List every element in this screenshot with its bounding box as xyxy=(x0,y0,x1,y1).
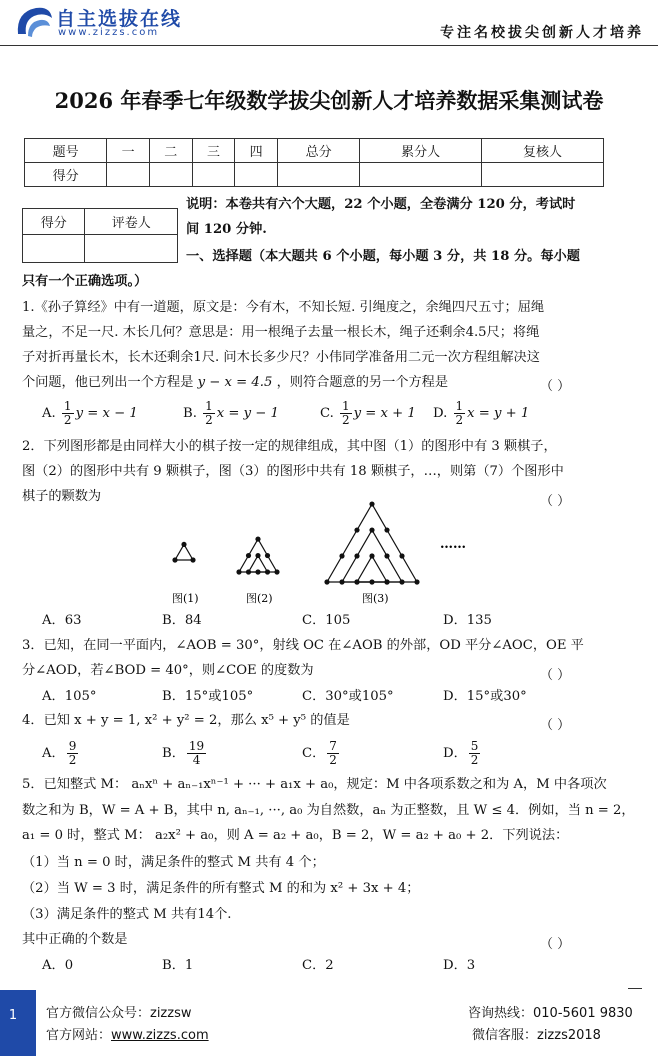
chess-piece-dot xyxy=(354,527,359,532)
figure-caption-3: 图(3) xyxy=(362,592,389,605)
fraction: $\frac{5}{2}$ xyxy=(470,739,479,767)
footer-service: 微信客服：zizzs2018 xyxy=(472,1028,601,1043)
q2-option-c[interactable]: C．105 xyxy=(302,613,351,628)
section1-heading: 一、选择题（本大题共 6 个小题，每小题 3 分，共 18 分。每小题 xyxy=(186,249,580,264)
fraction: $\frac{1}{2}$ xyxy=(342,399,350,427)
q5-line3: a₁ = 0 时，整式 M： a₂x² + a₀，则 A = a₂ + a₀，B = 2，W = a₂ + a₀ + 2．下列说法： xyxy=(22,828,569,843)
q3-option-d[interactable]: D．15°或30° xyxy=(443,689,527,704)
score-row-label: 得分 xyxy=(25,163,107,187)
page-number: 1 xyxy=(8,1008,18,1023)
fraction: $\frac{1}{2}$ xyxy=(455,399,464,427)
footer-wechat: 官方微信公众号：zizzsw xyxy=(46,1006,192,1021)
score-cell[interactable] xyxy=(192,163,235,187)
score-table-header: 一 xyxy=(107,139,150,163)
score-cell[interactable] xyxy=(360,163,482,187)
triangle-outline xyxy=(327,504,417,582)
brand-logo-icon xyxy=(14,4,54,40)
q4-line1: 4．已知 x + y = 1, x² + y² = 2，那么 x⁵ + y⁵ 的值是 xyxy=(22,713,350,728)
q1-line4 xyxy=(22,370,448,396)
fraction: $\frac{1}{2}$ xyxy=(205,399,213,427)
grader-table xyxy=(22,208,178,263)
fraction: $\frac{19}{4}$ xyxy=(188,739,205,767)
score-table-header: 四 xyxy=(235,139,278,163)
grader-table-grader-header: 评卷人 xyxy=(85,209,178,235)
q4-answer-blank[interactable]: （ ） xyxy=(540,718,571,733)
chess-piece-dot xyxy=(255,569,260,574)
q4-option-a[interactable]: A． $\frac{9}{2}$ xyxy=(42,739,77,767)
score-table-header: 二 xyxy=(149,139,192,163)
option-equation: y = x − 1 xyxy=(75,406,138,421)
q1-line4-text-b: ，则符合题意的另一个方程是 xyxy=(276,375,449,390)
q1-option-b[interactable] xyxy=(183,400,279,427)
figure-caption-2: 图(2) xyxy=(246,592,273,605)
q1-line3: 子对折再量长木，长木还剩余1尺. 问木长多少尺？小伟同学准备用二元一次方程组解决这 xyxy=(22,350,540,365)
triangle-outline xyxy=(357,556,387,582)
score-table xyxy=(24,138,604,187)
option-label: D. xyxy=(433,406,448,421)
option-equation: y = x + 1 xyxy=(353,406,416,421)
chess-piece-dot xyxy=(246,553,251,558)
score-table-header: 题号 xyxy=(25,139,107,163)
q3-option-b[interactable]: B．15°或105° xyxy=(162,689,254,704)
q3-line2: 分∠AOD，若∠BOD = 40°，则∠COE 的度数为 xyxy=(22,663,314,678)
q2-line2: 图（2）的图形中共有 9 颗棋子，图（3）的图形中共有 18 颗棋子，…，则第（7）个图形中 xyxy=(22,464,564,479)
fraction: $\frac{1}{2}$ xyxy=(63,399,72,427)
score-cell[interactable] xyxy=(149,163,192,187)
q5-option-c[interactable]: C．2 xyxy=(302,958,334,973)
q5-question: 其中正确的个数是 xyxy=(22,932,128,947)
q1-line2: 量之，不足一尺. 木长几何？意思是：用一根绳子去量一根长木，绳子还剩余4.5尺；将绳 xyxy=(22,325,540,340)
q1-option-c[interactable] xyxy=(320,400,416,427)
q5-answer-blank[interactable]: （ ） xyxy=(540,937,571,952)
q2-option-a[interactable]: A．63 xyxy=(42,613,82,628)
option-label: B. xyxy=(183,406,197,421)
section1-heading-cont: 只有一个正确选项。） xyxy=(22,274,148,289)
q5-line2: 数之和为 B，W = A + B，其中 n, aₙ₋₁, ···, a₀ 为自然数，aₙ 为正整数，且 W ≤ 4．例如，当 n = 2， xyxy=(22,803,635,818)
chess-piece-dot xyxy=(246,569,251,574)
score-table-header: 总分 xyxy=(277,139,359,163)
q2-answer-blank[interactable]: （ ） xyxy=(540,494,571,509)
chess-piece-dot xyxy=(369,579,374,584)
score-cell[interactable] xyxy=(235,163,278,187)
chess-piece-dot xyxy=(354,553,359,558)
footer-dash xyxy=(628,988,642,989)
q5-statement-2: （2）当 W = 3 时，满足条件的所有整式 M 的和为 x² + 3x + 4； xyxy=(22,881,420,896)
instructions-line2: 间 120 分钟. xyxy=(186,222,267,237)
q5-line1: 5．已知整式 M： aₙxⁿ + aₙ₋₁xⁿ⁻¹ + ··· + a₁x + a₀，规定：M 中各项系数之和为 A，M 中各项次 xyxy=(22,777,607,792)
option-label: A. xyxy=(42,406,56,421)
q2-option-b[interactable]: B．84 xyxy=(162,613,202,628)
q1-given-equation: y − x = 4.5 xyxy=(197,375,273,390)
chess-piece-dot xyxy=(399,579,404,584)
option-label: C. xyxy=(320,406,334,421)
chess-piece-dot xyxy=(384,527,389,532)
chess-piece-dot xyxy=(399,553,404,558)
score-table-header: 三 xyxy=(192,139,235,163)
figure-caption-1: 图(1) xyxy=(172,592,199,605)
instructions-line1: 说明：本卷共有六个大题，22 个小题，全卷满分 120 分，考试时 xyxy=(186,197,576,212)
q4-option-d[interactable]: D． $\frac{5}{2}$ xyxy=(443,739,479,767)
q2-line1: 2．下列图形都是由同样大小的棋子按一定的规律组成，其中图（1）的图形中有 3 颗棋子， xyxy=(22,439,557,454)
score-table-header: 累分人 xyxy=(360,139,482,163)
chess-piece-dot xyxy=(181,542,186,547)
q3-option-a[interactable]: A．105° xyxy=(42,689,97,704)
chess-piece-dot xyxy=(369,553,374,558)
chess-piece-dot xyxy=(255,536,260,541)
footer-website xyxy=(46,1024,209,1043)
chess-piece-dot xyxy=(265,569,270,574)
option-equation: x = y + 1 xyxy=(467,406,530,421)
score-cell[interactable] xyxy=(277,163,359,187)
chess-piece-dot xyxy=(369,527,374,532)
chess-piece-dot xyxy=(265,553,270,558)
chess-piece-dot xyxy=(190,557,195,562)
chess-piece-dot xyxy=(369,501,374,506)
q4-option-c[interactable]: C． $\frac{7}{2}$ xyxy=(302,739,337,767)
chess-piece-dot xyxy=(339,579,344,584)
q4-option-b[interactable]: B． $\frac{19}{4}$ xyxy=(162,739,205,767)
chess-piece-dot xyxy=(274,569,279,574)
q5-statement-3: （3）满足条件的整式 M 共有14个. xyxy=(22,907,232,922)
page-header xyxy=(0,0,658,48)
q5-option-d[interactable]: D．3 xyxy=(443,958,476,973)
score-cell[interactable] xyxy=(482,163,604,187)
header-slogan: 专注名校拔尖创新人才培养 xyxy=(440,25,644,41)
q5-option-a[interactable]: A．0 xyxy=(42,958,74,973)
brand-name: 自主选拔在线 xyxy=(56,8,183,30)
chess-piece-dot xyxy=(255,553,260,558)
q1-option-d[interactable] xyxy=(433,400,529,427)
chess-piece-dot xyxy=(172,557,177,562)
q3-line1: 3．已知，在同一平面内，∠AOB = 30°，射线 OC 在∠AOB 的外部，OD 平分∠AOC，OE 平 xyxy=(22,638,584,653)
grader-score-cell[interactable] xyxy=(23,235,85,263)
chess-pattern-figure xyxy=(150,500,490,610)
footer-website-link[interactable]: www.zizzs.com xyxy=(111,1028,209,1043)
score-table-header: 复核人 xyxy=(482,139,604,163)
figure-ellipsis: …… xyxy=(440,537,466,552)
q2-line3: 棋子的颗数为 xyxy=(22,489,102,504)
q1-answer-blank[interactable]: （ ） xyxy=(540,379,571,394)
chess-piece-dot xyxy=(354,579,359,584)
chess-piece-dot xyxy=(236,569,241,574)
q5-statement-1: （1）当 n = 0 时，满足条件的整式 M 共有 4 个； xyxy=(22,855,325,870)
exam-title: 2026 年春季七年级数学拔尖创新人才培养数据采集测试卷 xyxy=(54,88,604,113)
q1-option-a[interactable] xyxy=(42,400,138,427)
footer-hotline: 咨询热线：010-5601 9830 xyxy=(468,1006,633,1021)
fraction: $\frac{9}{2}$ xyxy=(68,739,77,767)
page-number-bar xyxy=(0,990,36,1056)
chess-piece-dot xyxy=(324,579,329,584)
chess-piece-dot xyxy=(384,553,389,558)
q3-answer-blank[interactable]: （ ） xyxy=(540,668,571,683)
chess-piece-dot xyxy=(384,579,389,584)
score-cell[interactable] xyxy=(107,163,150,187)
q5-option-b[interactable]: B．1 xyxy=(162,958,194,973)
score-table-score-row xyxy=(25,163,604,187)
brand-url: www.zizzs.com xyxy=(58,27,160,38)
footer-website-label: 官方网站： xyxy=(46,1028,112,1043)
option-equation: x = y − 1 xyxy=(216,406,279,421)
fraction: $\frac{7}{2}$ xyxy=(329,739,337,767)
header-divider xyxy=(0,45,658,46)
q2-option-d[interactable]: D．135 xyxy=(443,613,492,628)
q1-line1: 1.《孙子算经》中有一道题，原文是：今有木，不知长短. 引绳度之，余绳四尺五寸；屈绳 xyxy=(22,300,545,315)
score-table-header-row xyxy=(25,139,604,163)
grader-table-score-header: 得分 xyxy=(23,209,85,235)
q3-option-c[interactable]: C．30°或105° xyxy=(302,689,394,704)
chess-piece-dot xyxy=(339,553,344,558)
chess-piece-dot xyxy=(414,579,419,584)
q1-line4-text-a: 个问题，他已列出一个方程是 xyxy=(22,375,194,390)
grader-name-cell[interactable] xyxy=(85,235,178,263)
